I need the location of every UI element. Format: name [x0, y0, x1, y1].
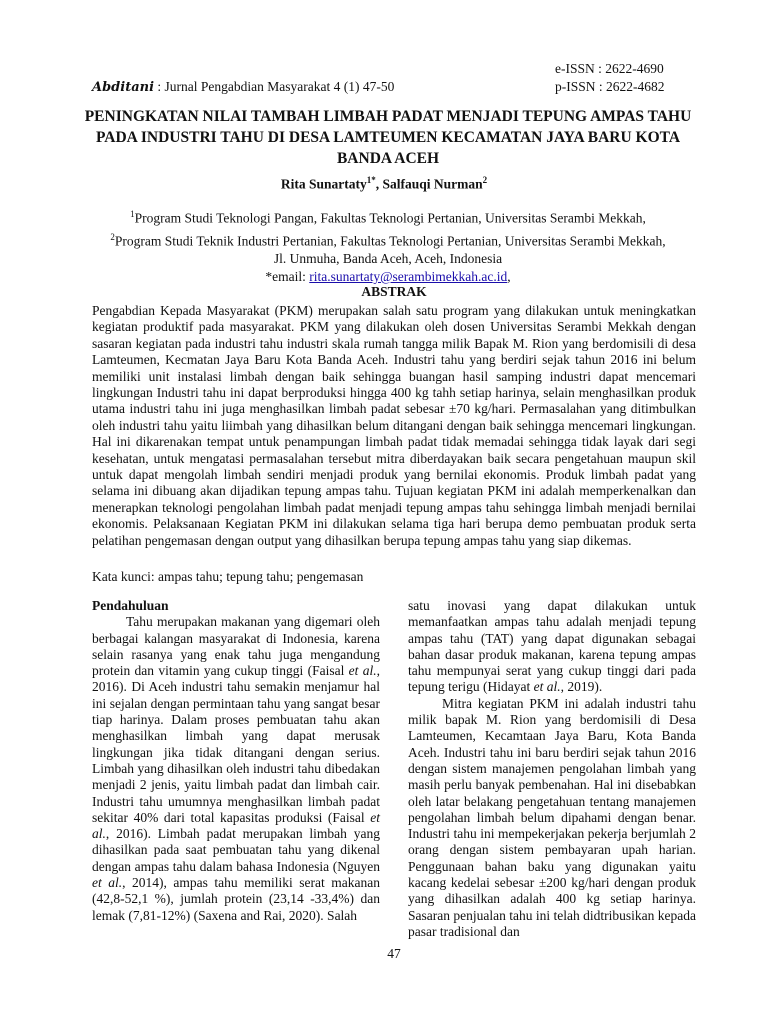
author-2: Salfauqi Nurman — [382, 176, 483, 192]
issn-block — [555, 60, 665, 96]
author-1-mark: 1* — [366, 175, 376, 185]
article-title: PENINGKATAN NILAI TAMBAH LIMBAH PADAT MENJADI TEPUNG AMPAS TAHU PADA INDUSTRI TAHU DI DESA LAMTEUMEN KECAMATAN JAYA BARU KOTA BANDA ACEH — [84, 108, 692, 167]
text-run: satu inovasi yang dapat dilakukan untuk memanfaatkan ampas tahu adalah menjadi tepung ampas tahu (TAT) yang dapat digunakan sebagai bahan dasar produk makanan, karena tepung ampas tahu mempunyai serat yang cukup tinggi dari pada tepung terigu (Hidayat — [408, 598, 696, 695]
intro-paragraph-1 — [92, 614, 380, 924]
text-run: , 2016). Limbah padat merupakan limbah yang dihasilkan pada saat pembuatan tahu yang dikenal dengan ampas tahu dalam bahasa Indonesia (Nguyen — [92, 826, 380, 874]
pissn: p-ISSN : 2622-4682 — [555, 79, 665, 94]
author-1: Rita Sunartaty — [280, 176, 367, 192]
affiliation-2-mark: 2 — [110, 231, 115, 242]
email-link[interactable]: rita.sunartaty@serambimekkah.ac.id — [309, 269, 508, 284]
text-run: , 2014), ampas tahu memiliki serat makanan (42,8-52,1 %), jumlah protein (23,14 -33,4%) dan lemak (7,81-12%) (Saxena and Rai, 2020). Salah — [92, 875, 381, 923]
journal-info: : Jurnal Pengabdian Masyarakat 4 (1) 47-50 — [154, 79, 395, 94]
section-heading-introduction: Pendahuluan — [92, 598, 169, 613]
abstract-text: Pengabdian Kepada Masyarakat (PKM) merupakan salah satu program yang dilakukan untuk meningkatkan kegiatan produktif pada masyarakat. PKM yang dilakukan oleh dosen Universitas Serambi Mekkah dengan sasaran kegiatan pada industri tahu industri skala rumah tangga milik Bapak M. Rion yang berdomisili di desa Lamteumen, Kecmatan Jaya Baru Kota Banda Aceh. Industri tahu yang berdiri sejak tahun 2016 ini belum memiliki unit instalasi limbah dengan baik sehingga buangan hasil samping industri dapat mencemari lingkungan Industri tahu ini dapat berproduksi hingga 400 kg tahh setiap harinya, selain menghasilkan produk utama industri tahu ini juga menghasilkan limbah padat sebesar ±70 kg/hari. Permasalahan yang ditimbulkan oleh industri tahu yaitu liimbah yang dihasilkan belum ditangani dengan baik sehingga mencemari lingkungan. Hal ini dikarenakan tempat untuk penampungan limbah padat tidak memadai sehingga tidak layak dari segi kesehatan, untuk mengatasi permasalahan tersebut mitra diberdayakan baik secara pengetahuan maupun skil untuk dapat mengolah limbah sendiri menjadi produk yang bernilai ekonomis. Produk limbah padat yang selama ini dibuang akan dijadikan tepung ampas tahu. Tujuan kegiatan PKM ini adalah memperkenalkan dan menerapkan teknologi pengolahan limbah padat menjadi tepung ampas tahu sehingga limbah menjadi bernilai ekonomis. Pelaksanaan Kegiatan PKM ini dilakukan selama tiga hari berupa demo pembuatan produk serta pelatihan pengemasan dengan output yang dihasilkan berupa tepung ampas tahu yang siap dikemas. — [92, 303, 696, 548]
page-number: 47 — [387, 946, 401, 961]
text-run: Tahu merupakan makanan yang digemari oleh berbagai kalangan masyarakat di Indonesia, karena selain rasanya yang enak tahu juga mengandung protein dan vitamin yang cukup tinggi (Faisal — [92, 614, 380, 679]
affiliation-1-text: Program Studi Teknologi Pangan, Fakultas Teknologi Pertanian, Universitas Serambi Mekkah, — [134, 210, 646, 226]
email-label: *email: — [265, 269, 310, 284]
affiliation-2-text: Program Studi Teknik Industri Pertanian, Fakultas Teknologi Pertanian, Universitas Serambi Mekkah, — [114, 233, 666, 248]
text-run: , 2019). — [560, 679, 603, 695]
affiliation-2 — [80, 228, 696, 251]
et-al: et al. — [92, 809, 380, 842]
abstract-heading: ABSTRAK — [361, 284, 427, 299]
affiliation-address: Jl. Unmuha, Banda Aceh, Aceh, Indonesia — [273, 251, 503, 266]
et-al: et al. — [533, 679, 561, 695]
journal-citation — [92, 78, 394, 97]
journal-name: Abditani — [92, 80, 155, 95]
affiliation-1-mark: 1 — [130, 209, 135, 219]
body-column-left — [92, 598, 380, 924]
email-trail: , — [507, 269, 511, 284]
eissn: e-ISSN : 2622-4690 — [555, 61, 664, 76]
affiliations — [80, 205, 696, 286]
keywords: Kata kunci: ampas tahu; tepung tahu; pengemasan — [92, 569, 364, 584]
text-run: , 2016). Di Aceh industri tahu semakin menjamur hal ini sejalan dengan permintaan tahu yang sangat besar tiap harinya. Dalam proses pembuatan tahu akan menghasilkan limbah yang dapat merusak lingkungan jika tidak ditangani dengan serius. Limbah yang dihasilkan oleh industri tahu dibedakan menjadi 2 jenis, yaitu limbah padat dan limbah cair. Industri tahu umumnya menghasilkan limbah padat sekitar 40% dari total kapasitas produksi (Faisal — [92, 663, 380, 825]
body-column-right — [408, 598, 696, 940]
author-2-mark: 2 — [482, 175, 488, 185]
author-separator: , — [375, 176, 383, 192]
et-al: et al. — [92, 875, 123, 891]
et-al: et al. — [348, 663, 377, 679]
author-list — [0, 175, 768, 193]
intro-paragraph-2: Mitra kegiatan PKM ini adalah industri tahu milik bapak M. Rion yang berdomisili di Desa Lamteumen, Kecamtaan Jaya Baru, Kota Banda Aceh. Industri tahu ini baru berdiri sejak tahun 2016 dengan sistem manajemen pengolahan limbah yang masih perlu banyak pembenahan. Hal ini disebabkan oleh latar belakang pengetahuan tentang manajemen pengolahan limbah belum dipahami dengan benar. Industri tahu ini mempekerjakan pekerja berjumlah 2 orang dengan sistem pembayaran upah harian. Penggunaan bahan baku yang digunakan yaitu kacang kedelai sebesar ±200 kg/hari dengan produk yang dihasilkan adalah 400 kg setiap harinya. Sasaran penjualan tahu ini telah didtribusikan kepada pasar tradisional dan — [408, 695, 696, 939]
affiliation-1 — [80, 205, 696, 228]
intro-paragraph-1-continued — [408, 598, 696, 696]
